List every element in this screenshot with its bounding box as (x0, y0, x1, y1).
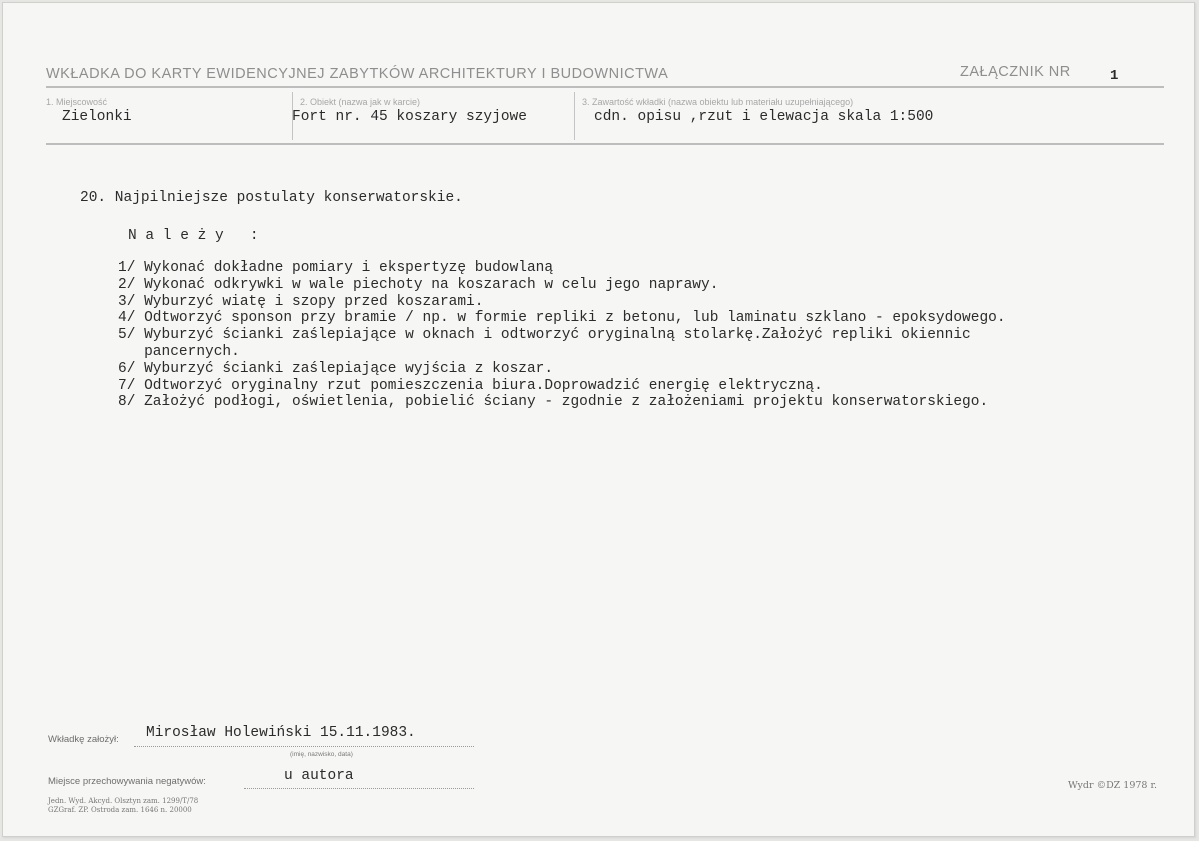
negatives-location-label: Miejsce przechowywania negatywów: (48, 776, 206, 787)
list-item: 3/ Wyburzyć wiatę i szopy przed koszarami. (118, 293, 484, 310)
list-item: 5/ Wyburzyć ścianki zaślepiające w oknach i odtworzyć oryginalną stolarkę.Założyć repliki okiennic (118, 327, 971, 344)
list-item: 4/ Odtworzyć sponson przy bramie / np. w formie repliki z betonu, lub laminatu szklano - epoksydowego. (118, 310, 1006, 327)
negatives-location-line (244, 788, 474, 789)
fields-bottom-rule (46, 143, 1164, 145)
created-by-label: Wkładkę założył: (48, 734, 119, 745)
section-heading: 20. Najpilniejsze postulaty konserwatorskie. (80, 190, 463, 206)
created-by-value: Mirosław Holewiński 15.11.1983. (146, 725, 416, 741)
created-by-note: (imię, nazwisko, data) (290, 751, 353, 758)
field-value-object: Fort nr. 45 koszary szyjowe (292, 109, 527, 125)
negatives-location-value: u autora (284, 768, 354, 784)
form-title: WKŁADKA DO KARTY EWIDENCYJNEJ ZABYTKÓW ARCHITEKTURY I BUDOWNICTWA (46, 66, 669, 82)
attachment-label: ZAŁĄCZNIK NR (960, 64, 1071, 80)
publisher-mark: Wydr ©DZ 1978 r. (1068, 780, 1158, 791)
field-divider-2 (574, 92, 575, 140)
list-item: 2/ Wykonać odkrywki w wale piechoty na koszarach w celu jego naprawy. (118, 276, 719, 293)
attachment-number: 1 (1110, 68, 1119, 84)
printer-line-2: GZGraf. ZP. Ostroda zam. 1646 n. 20000 (48, 806, 192, 814)
printer-line-1: Jedn. Wyd. Akcyd. Olsztyn zam. 1299/T/78 (48, 797, 199, 805)
intro-text: N a l e ż y : (128, 228, 259, 244)
list-item: 1/ Wykonać dokładne pomiary i ekspertyzę budowlaną (118, 260, 554, 276)
list-item: 7/ Odtworzyć oryginalny rzut pomieszczenia biura.Doprowadzić energię elektryczną. (118, 377, 823, 394)
field-label-contents: 3. Zawartość wkładki (nazwa obiektu lub materiału uzupełniającego) (582, 97, 854, 107)
postulates-list (118, 260, 1178, 411)
list-item: 6/ Wyburzyć ścianki zaślepiające wyjścia z koszar. (118, 360, 554, 377)
field-label-object: 2. Obiekt (nazwa jak w karcie) (300, 97, 421, 107)
document-card (2, 2, 1195, 837)
list-item: 8/ Założyć podłogi, oświetlenia, pobielić ściany - zgodnie z założeniami projektu konserwatorskiego. (118, 394, 989, 411)
created-by-line (134, 746, 474, 747)
field-label-locality: 1. Miejscowość (46, 97, 108, 107)
field-value-locality: Zielonki (62, 109, 132, 125)
field-value-contents: cdn. opisu ,rzut i elewacja skala 1:500 (594, 109, 934, 125)
list-item: pancernych. (118, 343, 240, 360)
header-rule (46, 86, 1164, 88)
